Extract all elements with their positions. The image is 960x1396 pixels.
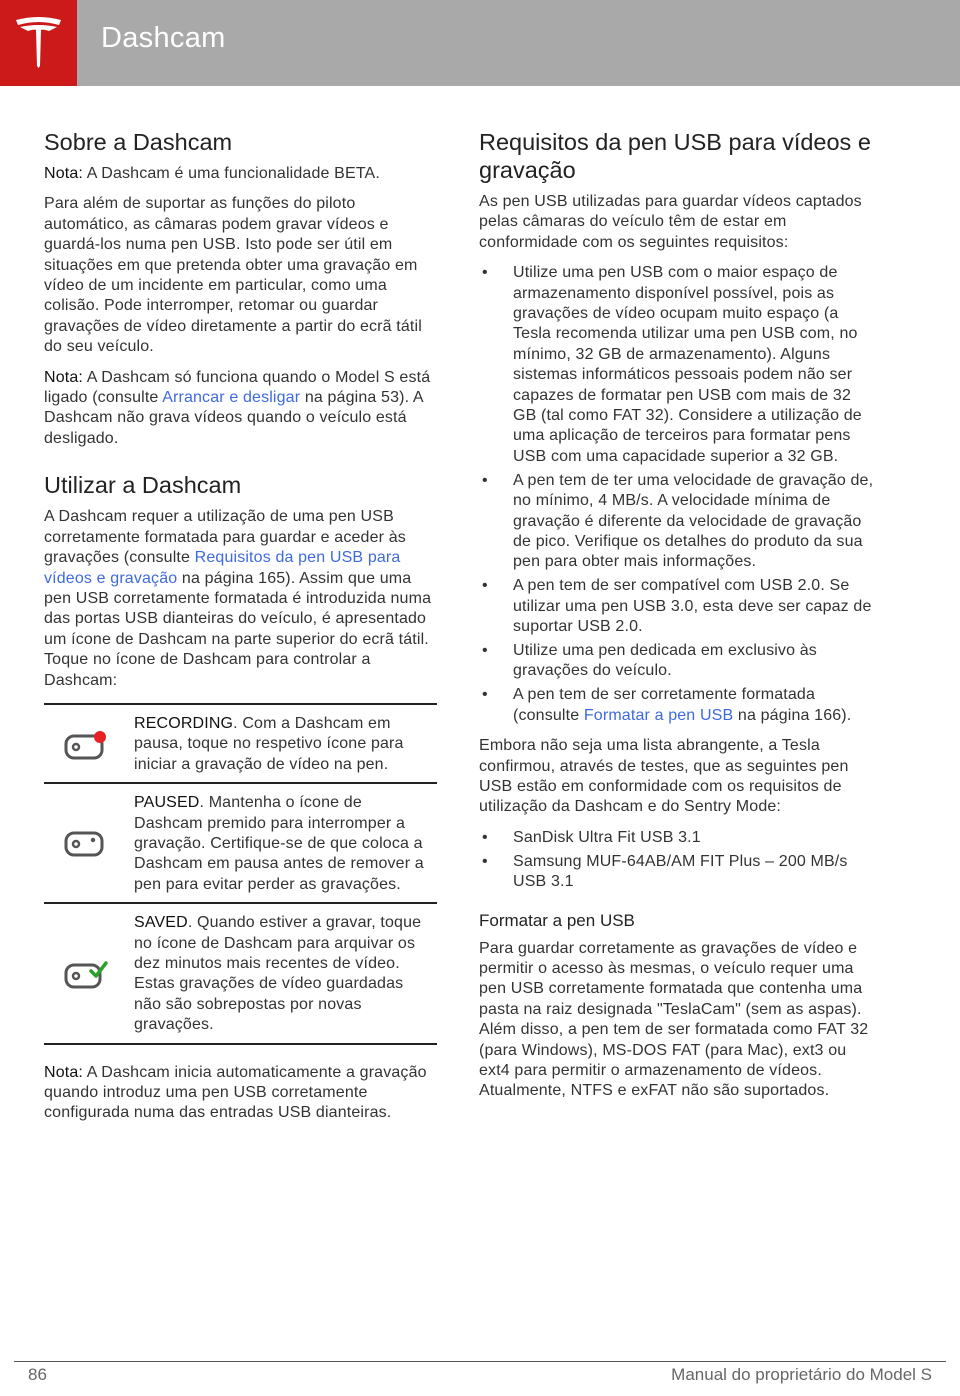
bullet: • xyxy=(482,828,488,846)
chapter-title: Dashcam xyxy=(101,22,226,54)
page-header xyxy=(0,0,960,86)
link-format-usb[interactable]: Formatar a pen USB xyxy=(583,706,734,724)
paragraph-text: na página 165). Assim que uma pen USB corretamente formatada é introduzida numa das portas USB dianteiras do veículo, é apresentado um ícone de Dashcam na parte superior do ecrã tátil. Toque no ícone de Dashcam para controlar a Dashcam: xyxy=(44,569,432,689)
recording-description xyxy=(134,714,437,775)
list-item xyxy=(479,852,874,893)
list-item xyxy=(479,685,874,726)
dashcam-paused-icon xyxy=(64,827,108,861)
note-text: A Dashcam é uma funcionalidade BETA. xyxy=(83,165,380,182)
left-column xyxy=(44,128,437,1134)
state-label: PAUSED xyxy=(134,794,200,812)
link-start-stop[interactable]: Arrancar e desligar xyxy=(162,389,301,407)
state-text: . Com a Dashcam em pausa, toque no respetivo ícone para iniciar a gravação de vídeo na pen. xyxy=(134,714,404,773)
note-text: A Dashcam só funciona quando o Model S está ligado (consulte xyxy=(44,368,431,407)
dashcam-icon-table xyxy=(44,703,437,1045)
list-item-text: A pen tem de ter uma velocidade de gravação de, no mínimo, 4 MB/s. A velocidade mínima de gravação é diferente da velocidade de gravação de pico. Verifique os detalhes do produto da sua pen para obter mais informações. xyxy=(513,471,874,571)
note-power xyxy=(44,368,437,450)
list-item-text: na página 166). xyxy=(733,706,852,724)
footer-divider xyxy=(14,1361,946,1362)
section-title-about: Sobre a Dashcam xyxy=(44,129,233,155)
list-item-text: Utilize uma pen dedicada em exclusivo às gravações do veículo. xyxy=(513,642,817,680)
state-text: . Mantenha o ícone de Dashcam premido para interromper a gravação. Certifique-se de que coloca a Dashcam em pausa antes de remover a pen para evitar perder as gravações. xyxy=(134,794,424,893)
list-item xyxy=(479,471,874,573)
dashcam-saved-icon xyxy=(64,957,108,991)
brand-logo-box xyxy=(0,0,77,86)
paragraph-text: A Dashcam requer a utilização de uma pen USB corretamente formatada para guardar e aceder às gravações (consulte xyxy=(44,508,406,567)
page-number: 86 xyxy=(28,1365,47,1384)
note-text: A Dashcam inicia automaticamente a gravação quando introduz uma pen USB corretamente configurada numa das entradas USB dianteiras. xyxy=(44,1063,427,1122)
list-item xyxy=(479,263,874,467)
list-item-text: Utilize uma pen USB com o maior espaço de armazenamento disponível possível, pois as gravações de vídeo ocupam muito espaço (a Tesla recomenda utilizar uma pen USB com, no mínimo, 32 GB de armazenamento). Alguns sistemas informáticos pessoais podem não ser capazes de formatar pen USB com mais de 32 GB (tal como FAT 32). Considere a utilização de uma aplicação de terceiros para formatar pens USB com uma capacidade superior a 32 GB. xyxy=(513,264,862,465)
note-text: na página 53). A Dashcam não grava vídeos quando o veículo está desligado. xyxy=(44,389,423,447)
icon-row-recording xyxy=(44,705,437,784)
note-autostart xyxy=(44,1063,437,1124)
state-label: RECORDING xyxy=(134,714,234,732)
requirements-list xyxy=(479,263,874,726)
icon-row-saved xyxy=(44,904,437,1044)
state-text: . Quando estiver a gravar, toque no ícone de Dashcam para arquivar os dez minutos mais recentes de vídeo. Estas gravações de vídeo guardadas não são sobrepostas por novas gravações. xyxy=(134,914,422,1034)
requirements-intro: As pen USB utilizadas para guardar vídeos captados pelas câmaras do veículo têm de estar em conformidade com os seguintes requisitos: xyxy=(479,193,862,251)
saved-description xyxy=(134,913,437,1035)
section-title-usb-requirements: Requisitos da pen USB para vídeos e gravação xyxy=(479,129,871,183)
manual-title: Manual do proprietário do Model S xyxy=(671,1365,932,1384)
list-item-text: Samsung MUF-64AB/AM FIT Plus – 200 MB/s USB 3.1 xyxy=(513,852,848,891)
note-label: Nota: xyxy=(44,368,83,386)
list-item xyxy=(479,576,874,637)
bullet: • xyxy=(482,471,488,489)
state-label: SAVED xyxy=(134,914,188,932)
icon-cell xyxy=(44,714,134,775)
subsection-title-format: Formatar a pen USB xyxy=(479,910,635,930)
note-beta xyxy=(44,164,437,184)
tested-usb-paragraph: Embora não seja uma lista abrangente, a Tesla confirmou, através de testes, que as seguintes pen USB estão em conformidade com os requisitos de utilização da Dashcam e do Sentry Mode: xyxy=(479,737,849,816)
note-label: Nota: xyxy=(44,1063,83,1081)
list-item-text: A pen tem de ser compatível com USB 2.0. Se utilizar uma pen USB 3.0, esta deve ser capaz de suportar USB 2.0. xyxy=(513,577,872,636)
bullet: • xyxy=(482,264,488,282)
note-label: Nota: xyxy=(44,165,83,182)
icon-cell xyxy=(44,793,134,895)
tested-usb-list xyxy=(479,828,874,893)
link-usb-requirements[interactable]: Requisitos da pen USB para vídeos e gravação xyxy=(44,549,401,587)
bullet: • xyxy=(482,852,488,870)
right-column xyxy=(479,128,874,1112)
paused-description xyxy=(134,793,437,895)
icon-cell xyxy=(44,913,134,1035)
intro-paragraph: Para além de suportar as funções do piloto automático, as câmaras podem gravar vídeos e guardá-los numa pen USB. Isto pode ser útil em situações em que pretenda obter uma gravação em vídeo de um incidente em particular, como uma colisão. Pode interromper, retomar ou guardar gravações de vídeo diretamente a partir do ecrã tátil do seu veículo. xyxy=(44,195,422,356)
list-item-text: SanDisk Ultra Fit USB 3.1 xyxy=(513,828,701,846)
icon-row-paused xyxy=(44,784,437,904)
list-item xyxy=(479,828,874,848)
format-paragraph: Para guardar corretamente as gravações de vídeo e permitir o acesso às mesmas, o veículo requer uma pen USB corretamente formatada que contenha uma pasta na raiz designada "TeslaCam" (sem as aspas). Além disso, a pen tem de ser formatada como FAT 32 (para Windows), MS-DOS FAT (para Mac), ext3 ou ext4 para permitir o armazenamento de vídeos. Atualmente, NTFS e exFAT não são suportados. xyxy=(479,939,869,1100)
use-paragraph xyxy=(44,507,437,691)
tesla-logo-icon xyxy=(12,16,65,70)
list-item xyxy=(479,641,874,682)
list-item-text: A pen tem de ser corretamente formatada (consulte xyxy=(513,686,816,724)
dashcam-recording-icon xyxy=(64,728,108,762)
bullet: • xyxy=(482,577,488,595)
section-title-use: Utilizar a Dashcam xyxy=(44,472,242,499)
bullet: • xyxy=(482,686,488,704)
bullet: • xyxy=(482,642,488,660)
